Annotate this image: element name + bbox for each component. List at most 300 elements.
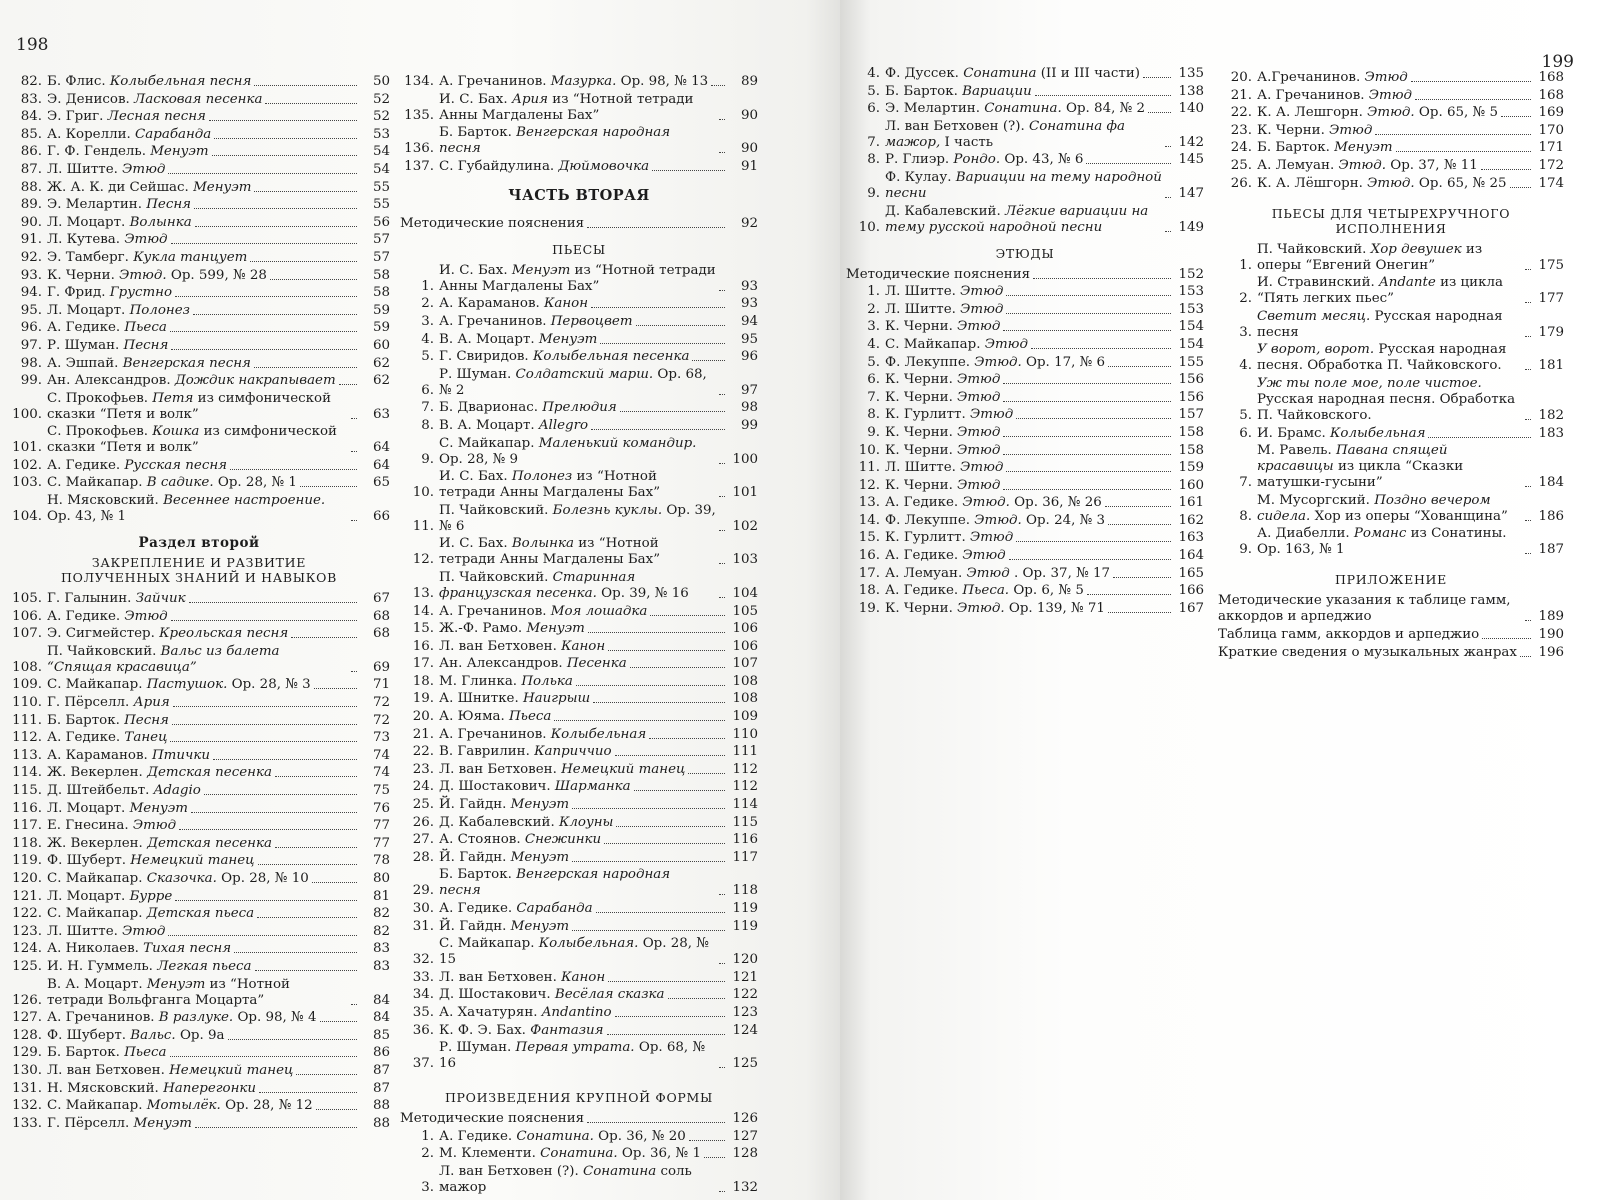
entry-author: А.Гречанинов. [1257,70,1365,85]
entry-page: 106 [732,638,758,654]
entry-title [1257,70,1408,86]
entry-number: 91. [20,232,42,248]
entry-work: Этюд [960,301,1004,317]
dot-leader [1482,638,1531,639]
dot-leader [173,706,357,707]
entry-number: 135. [404,107,434,123]
entry-title [47,1045,167,1061]
entry-title [439,727,646,743]
entry-title [47,493,348,525]
entry-number: 101. [12,440,42,456]
entry-author: С. Прокофьев. [47,390,153,406]
entry-author: Д. Кабалевский. [885,203,1005,219]
entry-work: Кукла танцует [133,249,248,265]
entry-detail: Русская народная песня. Обработка П. Чайковского. [1257,391,1516,423]
toc-entry [846,267,1204,283]
part-title: ЧАСТЬ ВТОРАЯ [508,186,650,204]
dot-leader [320,1021,357,1022]
toc-list [8,74,390,525]
entry-number: 129. [12,1045,42,1061]
entry-title [47,1063,293,1079]
entry-page: 115 [732,814,758,830]
dot-leader [1520,656,1531,657]
toc-entry [400,901,758,917]
entry-detail: Ор. 139, № 71 [1004,600,1105,616]
entry-detail: из “Нотной тетради Анны Магдалены Бах” [439,91,694,123]
entry-author: К. Черни. [47,267,120,283]
entry-work: Дюймовочка [558,158,650,174]
entry-page: 160 [1178,477,1204,493]
entry-author: А. Гедике. [885,495,963,511]
entry-page: 182 [1538,407,1564,423]
entry-number: 2. [867,301,880,317]
entry-work: Канон [544,296,589,312]
entry-work: Этюд [1364,70,1408,85]
entry-number: 23. [412,761,434,777]
entry-work: Этюд [969,407,1014,423]
entry-work: Хор девушек [1370,241,1462,257]
entry-author: К. Черни. [885,319,958,335]
entry-work: Рондо. [953,152,1001,168]
toc-entry [400,1146,758,1162]
toc-entry [400,503,758,535]
entry-number: 8. [1239,508,1252,524]
entry-work: Andantino [541,1004,612,1020]
entry-page: 65 [372,475,390,491]
entry-title [47,109,206,125]
entry-page: 63 [372,406,390,422]
entry-title [47,609,168,625]
entry-page: 84 [372,992,390,1008]
entry-work: Пьеса [124,320,167,336]
entry-author: К. А. Лешгорн. [1257,105,1368,121]
entry-author: А. Эшпай. [47,355,123,371]
toc-entry [1218,176,1564,192]
entry-page: 154 [1178,319,1204,335]
toc-entry [400,400,758,416]
dot-leader [1033,278,1171,279]
toc-entry [1218,426,1564,442]
entry-page: 93 [740,296,758,312]
toc-list [1218,70,1564,192]
entry-author: К. Ф. Э. Бах. [439,1022,531,1038]
entry-number: 119. [12,853,42,869]
entry-work: Уж ты поле мое, поле чистое. [1257,375,1482,391]
entry-title [885,407,1013,423]
dot-leader [719,496,725,497]
dot-leader [1108,524,1171,525]
dot-leader [1003,454,1171,455]
entry-detail: из “Нотной тетради Вольфганга Моцарта” [47,976,290,1008]
entry-number: 30. [412,901,434,916]
entry-detail: Ор. 43, № 1 [47,509,127,525]
entry-page: 156 [1178,389,1204,405]
toc-entry [8,765,390,781]
dot-leader [1003,489,1171,490]
entry-title [47,303,190,319]
entry-work: Этюд. [962,495,1010,511]
dot-leader [275,847,357,848]
entry-page: 62 [372,355,390,371]
toc-entry [400,674,758,690]
entry-title [885,284,1003,300]
toc-entry [400,216,758,232]
entry-number: 21. [412,726,434,742]
toc-entry [400,691,758,707]
entry-page: 190 [1538,626,1564,642]
dot-leader [668,998,726,999]
entry-number: 13. [412,585,434,601]
entry-number: 124. [12,941,42,957]
toc-entry [846,478,1204,494]
dot-leader [1006,471,1171,472]
entry-work: Легкая пьеса [157,958,252,974]
dot-leader [265,103,357,104]
entry-title [1257,158,1478,174]
entry-number: 9. [867,424,880,440]
entry-number: 7. [1239,475,1252,491]
entry-author: Й. Гайдн. [439,849,511,865]
toc-entry [846,390,1204,406]
entry-author: А. Гедике. [885,583,963,599]
entry-number: 22. [412,744,434,760]
entry-work: Петя [152,390,194,406]
entry-author: И. С. Бах. [439,469,512,485]
entry-detail: Ор. 39, № 16 [596,585,689,601]
dot-leader [1510,187,1532,188]
entry-number: 18. [412,673,434,689]
entry-number: 97. [20,337,42,353]
entry-work: Этюд [960,284,1004,300]
entry-page: 159 [1178,460,1204,476]
entry-author: А. Диабелли. [1257,526,1354,542]
dot-leader [572,930,725,931]
entry-author: Л. ван Бетховен. [47,1062,170,1078]
entry-number: 126. [12,992,42,1008]
toc-entry [846,372,1204,388]
entry-page: 118 [732,883,758,899]
entry-work: Менуэт [1334,140,1393,156]
entry-title [47,74,251,90]
entry-page: 54 [372,144,390,160]
entry-page: 88 [372,1098,390,1114]
entry-page: 162 [1178,512,1204,528]
entry-work: Весеннее настроение. [163,493,326,509]
entry-page: 127 [732,1128,758,1144]
dot-leader [1396,151,1531,152]
dot-leader [175,900,357,901]
entry-number: 6. [421,382,434,398]
entry-author: Д. Шостакович. [439,779,555,795]
toc-entry [400,296,758,312]
entry-author: П. Чайковский. [439,502,553,518]
entry-page: 158 [1178,424,1204,440]
entry-page: 154 [1178,336,1204,352]
entry-author: Л. ван Бетховен (?). [885,118,1029,134]
entry-work: Лесная песня [107,109,206,125]
entry-title [47,924,165,940]
entry-title [1257,275,1522,307]
entry-author: Таблица гамм, аккордов и арпеджио [1218,626,1480,642]
entry-title [47,285,172,301]
entry-number: 1. [421,278,434,294]
entry-title [439,296,588,312]
dot-leader [1016,418,1171,419]
entry-author: С. Майкапар. [47,1098,147,1114]
entry-work: Ария [511,91,549,107]
entry-title [47,591,186,607]
toc-entry [1218,242,1564,274]
dot-leader [649,738,725,739]
entry-page: 67 [372,591,390,607]
entry-title [439,850,569,866]
entry-work: Креольская песня [159,626,289,642]
entry-work: Колыбельная. [538,936,639,952]
entry-number: 31. [412,918,434,934]
toc-entry [846,566,1204,582]
dot-leader [1113,577,1171,578]
entry-page: 163 [1178,530,1204,546]
entry-page: 157 [1178,407,1204,423]
entry-title [439,832,601,848]
entry-author: А. Гедике. [47,457,125,473]
toc-entry [8,268,390,284]
entry-page: 140 [1178,101,1204,117]
entry-title [47,889,172,905]
entry-work: Пьеса [124,1045,167,1061]
entry-work: Сонатина [963,66,1037,81]
toc-entry [8,959,390,975]
entry-number: 32. [412,952,434,968]
entry-detail: Русская народная песня [1257,308,1503,340]
entry-work: Andante [1379,275,1436,291]
entry-page: 55 [372,197,390,213]
entry-title [47,959,252,975]
entry-work: Сарабанда [135,126,212,142]
entry-title [47,1116,192,1132]
toc-entry [846,425,1204,441]
entry-title [439,639,605,655]
entry-author: Методические указания к таблице гамм, аккордов и арпеджио [1218,593,1511,625]
dot-leader [194,208,357,209]
dot-leader [1525,336,1531,337]
dot-leader [652,170,725,171]
entry-work: Немецкий танец [169,1062,294,1078]
entry-work: Болезнь куклы. [552,502,663,518]
entry-number: 9. [421,451,434,467]
entry-title [439,349,689,365]
toc-entry [846,84,1204,100]
toc-entry [8,338,390,354]
entry-page: 161 [1178,495,1204,511]
entry-title [47,1098,313,1114]
entry-work: Этюд [957,372,1001,388]
entry-author: К. Черни. [1257,122,1330,138]
entry-author: С. Майкапар. [885,336,985,352]
entry-number: 24. [412,779,434,795]
entry-page: 128 [732,1146,758,1162]
toc-entry [8,109,390,125]
dot-leader [1501,116,1531,117]
entry-author: А. Караманов. [439,296,544,312]
entry-author: Й. Гайдн. [439,918,511,934]
dot-leader [351,520,357,521]
dot-leader [608,981,725,982]
entry-page: 97 [740,382,758,398]
entry-work: Грустно [109,285,173,301]
entry-title [439,92,716,124]
dot-leader [1108,366,1171,367]
toc-entry [8,677,390,693]
entry-author: Р. Шуман. [47,337,124,353]
entry-title [47,818,176,834]
entry-detail: Ор. 98, № 4 [233,1010,317,1026]
entry-author: Л. Шитте. [885,460,961,476]
entry-title [47,215,192,231]
entry-page: 114 [732,797,758,813]
entry-page: 96 [740,349,758,365]
entry-author: С. Губайдулина. [439,158,559,174]
entry-work: Этюд [962,548,1006,564]
entry-work: Ария [133,695,170,711]
toc-entry [400,709,758,725]
entry-number: 86. [20,144,42,160]
entry-page: 85 [372,1027,390,1043]
entry-number: 107. [12,626,42,642]
entry-title [47,977,348,1009]
entry-number: 26. [1230,175,1252,191]
dot-leader [1481,169,1531,170]
dot-leader [170,741,357,742]
toc-entry [400,762,758,778]
entry-page: 112 [732,761,758,777]
entry-number: 14. [412,603,434,619]
entry-page: 189 [1538,609,1564,625]
entry-page: 58 [372,267,390,283]
entry-title [1257,342,1522,374]
dot-leader [1035,95,1171,96]
entry-number: 1. [421,1128,434,1144]
entry-author: А. Гречанинов. [439,74,551,89]
entry-author: Ф. Лекуппе. [885,354,975,370]
toc-entry [8,1028,390,1044]
dot-leader [168,173,357,174]
toc-entry [8,1116,390,1132]
entry-page: 88 [372,1115,390,1131]
entry-author: А. Гедике. [47,730,125,746]
entry-number: 3. [421,1179,434,1195]
toc-entry [846,495,1204,511]
entry-title [47,250,247,266]
entry-title [885,566,1110,582]
entry-author: Л. Моцарт. [47,888,130,904]
dot-leader [634,790,725,791]
entry-page: 175 [1538,257,1564,273]
dot-leader [719,1191,725,1192]
entry-number: 13. [858,495,880,511]
toc-entry [400,779,758,795]
entry-title [47,424,348,456]
entry-number: 9. [1239,542,1252,558]
dot-leader [1525,620,1531,621]
toc-entry [400,263,758,295]
entry-title [439,125,716,157]
entry-page: 123 [732,1004,758,1020]
entry-title [47,1028,225,1044]
entry-page: 119 [732,918,758,934]
toc-entry [8,889,390,905]
entry-number: 19. [412,691,434,707]
entry-title [439,987,665,1003]
toc-entry [1218,275,1564,307]
toc-entry [8,836,390,852]
entry-work: Ласковая песенка [134,91,263,107]
entry-number: 112. [12,730,42,746]
entry-work: Русская песня [124,457,228,473]
entry-work: Птички [152,747,210,763]
entry-page: 87 [372,1062,390,1078]
entry-page: 102 [732,518,758,534]
dot-leader [1165,231,1171,232]
entry-page: 105 [732,603,758,619]
entry-work: Полонез [129,302,190,318]
entry-page: 76 [372,800,390,816]
entry-work: Лёгкие вариации на тему русской народной песни [885,203,1149,235]
dot-leader [719,394,725,395]
entry-title [47,730,167,746]
entry-author: Ан. Александров. [439,656,567,672]
dot-leader [596,912,725,913]
entry-page: 80 [372,870,390,886]
entry-number: 130. [12,1062,42,1078]
entry-author: Ж. Векерлен. [47,765,148,781]
toc-entry [8,871,390,887]
entry-author: Л. ван Бетховен. [439,969,562,985]
entry-page: 116 [732,832,758,848]
toc-entry [846,101,1204,117]
toc-entry [8,730,390,746]
dot-leader [255,970,358,971]
dot-leader [291,637,357,638]
entry-number: 4. [867,336,880,352]
entry-detail: . Ор. 37, № 17 [1009,565,1111,581]
entry-page: 69 [372,659,390,675]
dot-leader [1165,197,1171,198]
toc-entry [846,407,1204,423]
dot-leader [1087,594,1171,595]
entry-work: Танец [124,730,168,746]
toc-entry [400,970,758,986]
entry-work: Менуэт [510,918,570,934]
toc-entry [846,152,1204,168]
entry-page: 149 [1178,219,1204,235]
toc-entry [1218,105,1564,121]
entry-author: К. Черни. [885,600,958,616]
entry-number: 95. [20,302,42,318]
dot-leader [719,563,725,564]
entry-number: 14. [858,512,880,528]
entry-work: Маленький командир. [538,435,697,451]
entry-title [885,601,1105,617]
dot-leader [1003,330,1171,331]
entry-author: Г. Ф. Гендель. [47,144,151,160]
dot-leader [204,794,357,795]
entry-number: 34. [412,987,434,1003]
entry-page: 93 [740,278,758,294]
entry-author: Р. Глиэр. [885,152,954,168]
entry-work: Венгерская песня [122,355,251,371]
entry-detail: из цикла “Пять легких пьес” [1257,275,1503,307]
